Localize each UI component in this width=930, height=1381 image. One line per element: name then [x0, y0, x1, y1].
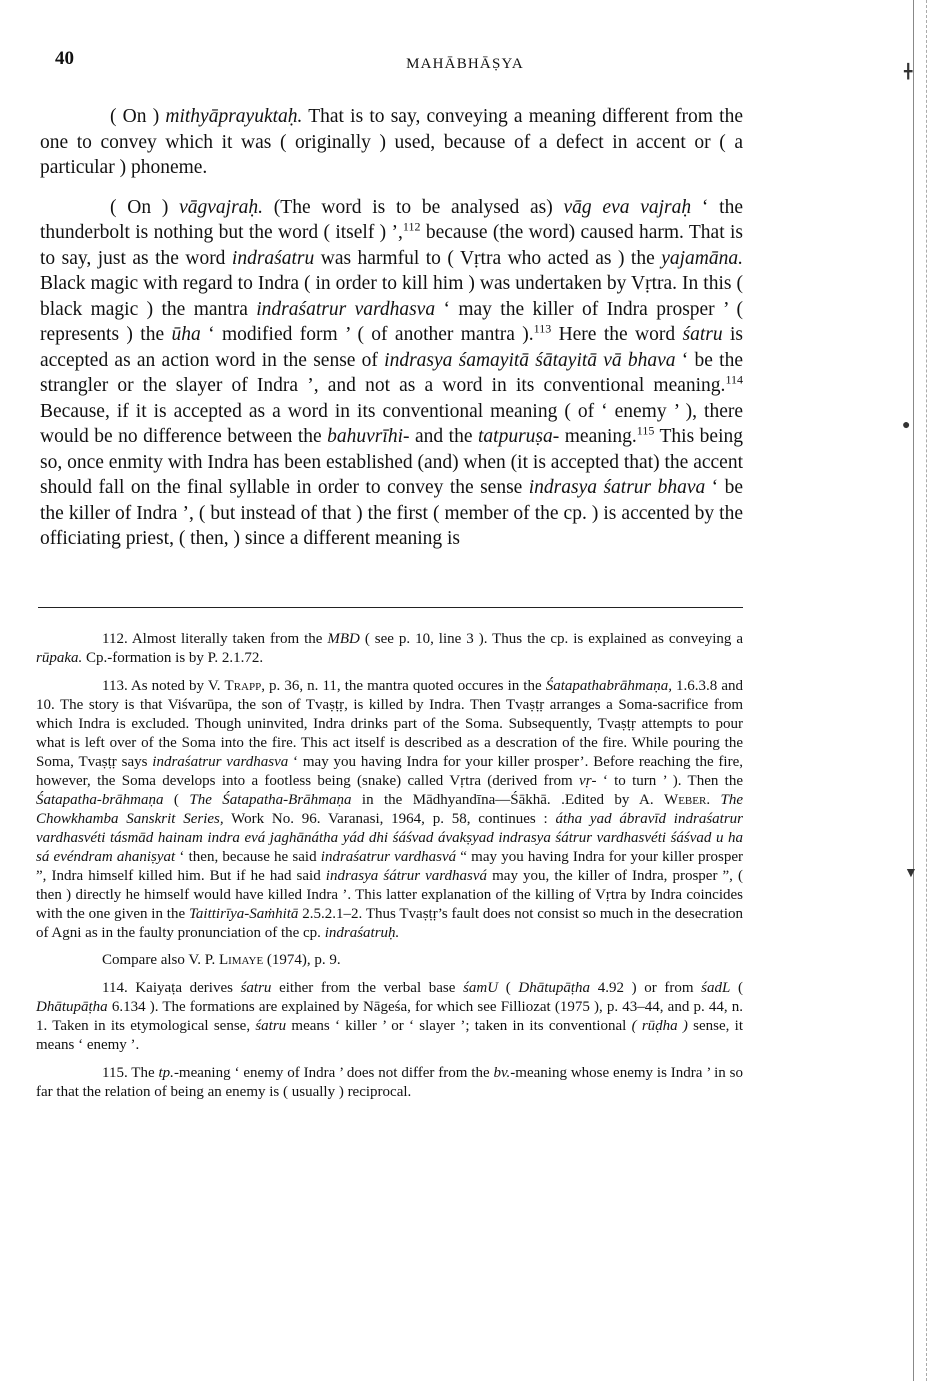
- page-header: [0, 48, 930, 78]
- footnotes: [36, 630, 743, 1111]
- footnote-114: 114. Kaiyaṭa derives śatru either from the verbal base śamU ( Dhātupāṭha 4.92 ) or from śadL ( Dhātupāṭha 6.134 ). The formations are explained by Nāgeśa, for which see Filliozat (1975 ), p. 43–44, and p. 44, n. 1. Taken in its etymological sense, śatru means ‘ killer ’ or ‘ slayer ’; taken in its conventional ( rūḍha ) sense, it means ‘ enemy ’.: [36, 980, 744, 1053]
- page-number: 40: [55, 48, 74, 69]
- footnote-113-compare: Compare also V. P. Limaye (1974), p. 9.: [102, 952, 341, 968]
- paragraph-mithyaprayuktah: ( On ) mithyāprayuktaḥ. That is to say, conveying a meaning different from the one to convey which it was ( originally ) used, because of a defect in accent or ( a particular ) phoneme.: [40, 106, 743, 178]
- scan-mark: ●: [902, 418, 911, 433]
- main-text: [40, 104, 743, 552]
- scan-edge-line-outer: [926, 0, 927, 1381]
- footnote-ref-114: 114: [725, 372, 743, 387]
- scan-mark: ╋: [904, 65, 913, 80]
- running-title: MAHĀBHĀṢYA: [406, 56, 524, 72]
- scan-mark: ▼: [904, 866, 918, 881]
- footnote-115: 115. The tp.-meaning ‘ enemy of Indra ’ does not differ from the bv.-meaning whose enemy is Indra ’ in so far that the relation of being an enemy is ( usually ) reciprocal.: [36, 1065, 743, 1100]
- footnote-113: 113. As noted by V. Trapp, p. 36, n. 11, the mantra quoted occures in the Śatapathabrāhmaṇa, 1.6.3.8 and 10. The story is that Viśvarūpa, the son of Tvaṣṭṛ, is killed by Indra. Then Tvaṣṭṛ arranges a Soma-sacrifice from which Indra is excluded. Though uninvited, Indra drinks part of the Soma. Subsequently, Tvaṣṭṛ attempts to pour what is left over of the Soma into the fire. This act itself is described as a descration of the fire. While pouring the Soma, Tvaṣṭṛ says indraśatrur vardhasva ‘ may you having Indra for your killer prosper’. Before reaching the fire, however, the Soma develops into a footless being (snake) called Vṛtra (derived from vṛ- ‘ to turn ’ ). Then the Śatapatha-brāhmaṇa ( The Śatapatha-Brāhmaṇa in the Mādhyandīna—Śākhā. .Edited by A. Weber. The Chowkhamba Sanskrit Series, Work No. 96. Varanasi, 1964, p. 58, continues : átha yad ábravīd indraśatrur vardhasvéti tásmād hainam indra evá jaghānátha yád dhi śáśvad ávakṣyad indrasya śátrur vardhasvéti śáśvad u ha sá evéndram ahaniṣyat ‘ then, because he said indraśatrur vardhasvá “ may you having Indra for your killer prosper ”, Indra himself killed him. But if he had said indrasya śátrur vardhasvá may you, the killer of Indra, prosper ”, ( then ) directly he himself would have killed Indra ’. This latter explanation of the killing of Vṛtra by Indra coincides with the one given in the Taittirīya-Saṁhitā 2.5.2.1–2. Thus Tvaṣṭṛ’s fault does not consist so much in the desecration of Agni as in the faulty pronunciation of the cp. indraśatruḥ.: [36, 678, 744, 941]
- footnote-112: 112. Almost literally taken from the MBD ( see p. 10, line 3 ). Thus the cp. is explained as conveying a rūpaka. Cp.-formation is by P. 2.1.72.: [36, 631, 744, 666]
- footnote-divider: [38, 607, 743, 608]
- footnote-ref-112: 112: [402, 219, 421, 234]
- footnote-ref-115: 115: [636, 423, 655, 438]
- paragraph-vagvajrah: ( On ) vāgvajraḥ. (The word is to be analysed as) vāg eva vajraḥ ‘ the thunderbolt is nothing but the word ( itself ) ’,$^{112}$ because (the word) caused harm. That is to say, just as the word indraśatru was harmful to ( Vṛtra who acted as ) the yajamāna. Black magic with regard to Indra ( in order to kill him ) was undertaken by Vṛtra. In this ( black magic ) the mantra indraśatrur vardhasva ‘ may the killer of Indra prosper ’ ( represents ) the ūha ‘ modified form ’ ( of another mantra ).$^{113}$ Here the word śatru is accepted as an action word in the sense of indrasya śamayitā śātayitā vā bhava ‘ be the strangler or the slayer of Indra ’, and not as a word in its conventional meaning.$^{114}$ Because, if it is accepted as a word in its conventional meaning ( of ‘ enemy ’ ), there would be no difference between the bahuvrīhi- and the tatpuruṣa- meaning.$^{115}$ This being so, once enmity with Indra has been established (and) when (it is accepted that) the accent should fall on the final syllable in order to convey the sense indrasya śatrur bhava ‘ be the killer of Indra ’, ( but instead of that ) the first ( member of the cp. ) is accented by the officiating priest, ( then, ) since a different meaning is: [40, 196, 744, 549]
- footnote-ref-113: 113: [533, 321, 552, 336]
- scan-edge-line: [913, 0, 914, 1381]
